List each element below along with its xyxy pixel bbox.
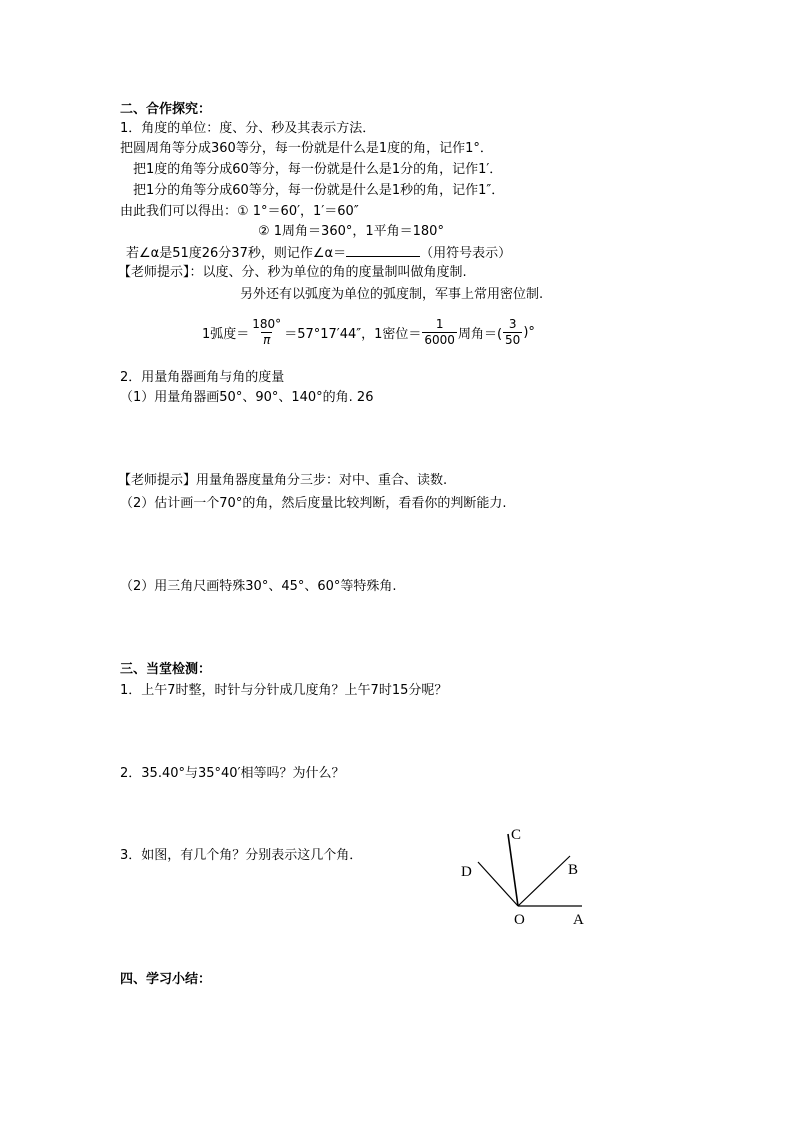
formula-part-4: )° [523,325,535,340]
fraction-180-over-pi [250,317,283,348]
p1-line-4: 由此我们可以得出：① 1°＝60′，1′＝60″ [120,204,359,219]
question-3: 3．如图，有几个角？分别表示这几个角． [120,848,363,863]
label-o: O [514,912,525,928]
fraction-denominator: 50 [505,333,521,347]
formula-part-1: 1弧度＝ [202,327,250,342]
p1-line-1: 把圆周角等分成360等分，每一份就是什么是1度的角，记作1°． [120,141,493,156]
p1-heading: 1．角度的单位：度、分、秒及其表示方法． [120,121,376,136]
section-3-title: 三、当堂检测： [120,662,212,677]
fraction-numerator: 3 [508,317,517,331]
p1-line-2: 把1度的角等分成60等分，每一份就是什么是1分的角，记作1′． [133,162,503,177]
ray-oc [508,834,518,906]
p2-heading: 2．用量角器画角与角的度量 [120,370,285,385]
p1-line-3: 把1分的角等分成60等分，每一份就是什么是1秒的角，记作1″． [133,183,505,198]
fraction-denominator: π [263,333,271,347]
answer-blank[interactable] [346,244,420,257]
label-b: B [568,862,579,878]
label-a: A [573,912,584,928]
tip-2: 【老师提示】用量角器度量角分三步：对中、重合、读数. [118,473,448,488]
formula-part-3: 周角＝( [457,327,503,342]
label-d: D [461,864,472,880]
p1-line-5: ② 1周角＝360°，1平角＝180° [258,224,444,239]
p1-line-6-text: 若∠α是51度26分37秒，则记作∠α＝ [126,246,347,261]
ray-ob [518,856,570,906]
fraction-denominator: 6000 [424,333,455,347]
tip-1-line-2: 另外还有以弧度为单位的弧度制，军事上常用密位制. [240,287,544,302]
fraction-3-over-50 [503,317,522,348]
p1-line-6-note: （用符号表示） [420,246,512,261]
tip-1-line-1: 【老师提示】：以度、分、秒为单位的角的度量制叫做角度制. [118,265,467,280]
question-2: 2．35.40°与35°40′相等吗？为什么？ [120,766,345,781]
section-2-title: 二、合作探究： [120,102,212,117]
p2-item-1: （1）用量角器画50°、90°、140°的角. 26 [120,390,374,405]
label-c: C [511,827,522,843]
p2-item-2: （2）估计画一个70°的角，然后度量比较判断，看看你的判断能力. [120,496,507,511]
angle-figure [448,822,598,932]
conversion-formula [202,317,535,348]
question-1: 1．上午7时整，时针与分针成几度角？上午7时15分呢？ [120,683,448,698]
fraction-1-over-6000 [422,317,457,348]
fraction-numerator: 180° [252,317,282,331]
fraction-numerator: 1 [435,317,444,331]
p1-line-6 [126,244,511,262]
section-4-title: 四、学习小结： [120,972,212,987]
formula-part-2: ＝57°17′44″，1密位＝ [284,327,422,342]
p2-item-3: （2）用三角尺画特殊30°、45°、60°等特殊角. [120,579,397,594]
